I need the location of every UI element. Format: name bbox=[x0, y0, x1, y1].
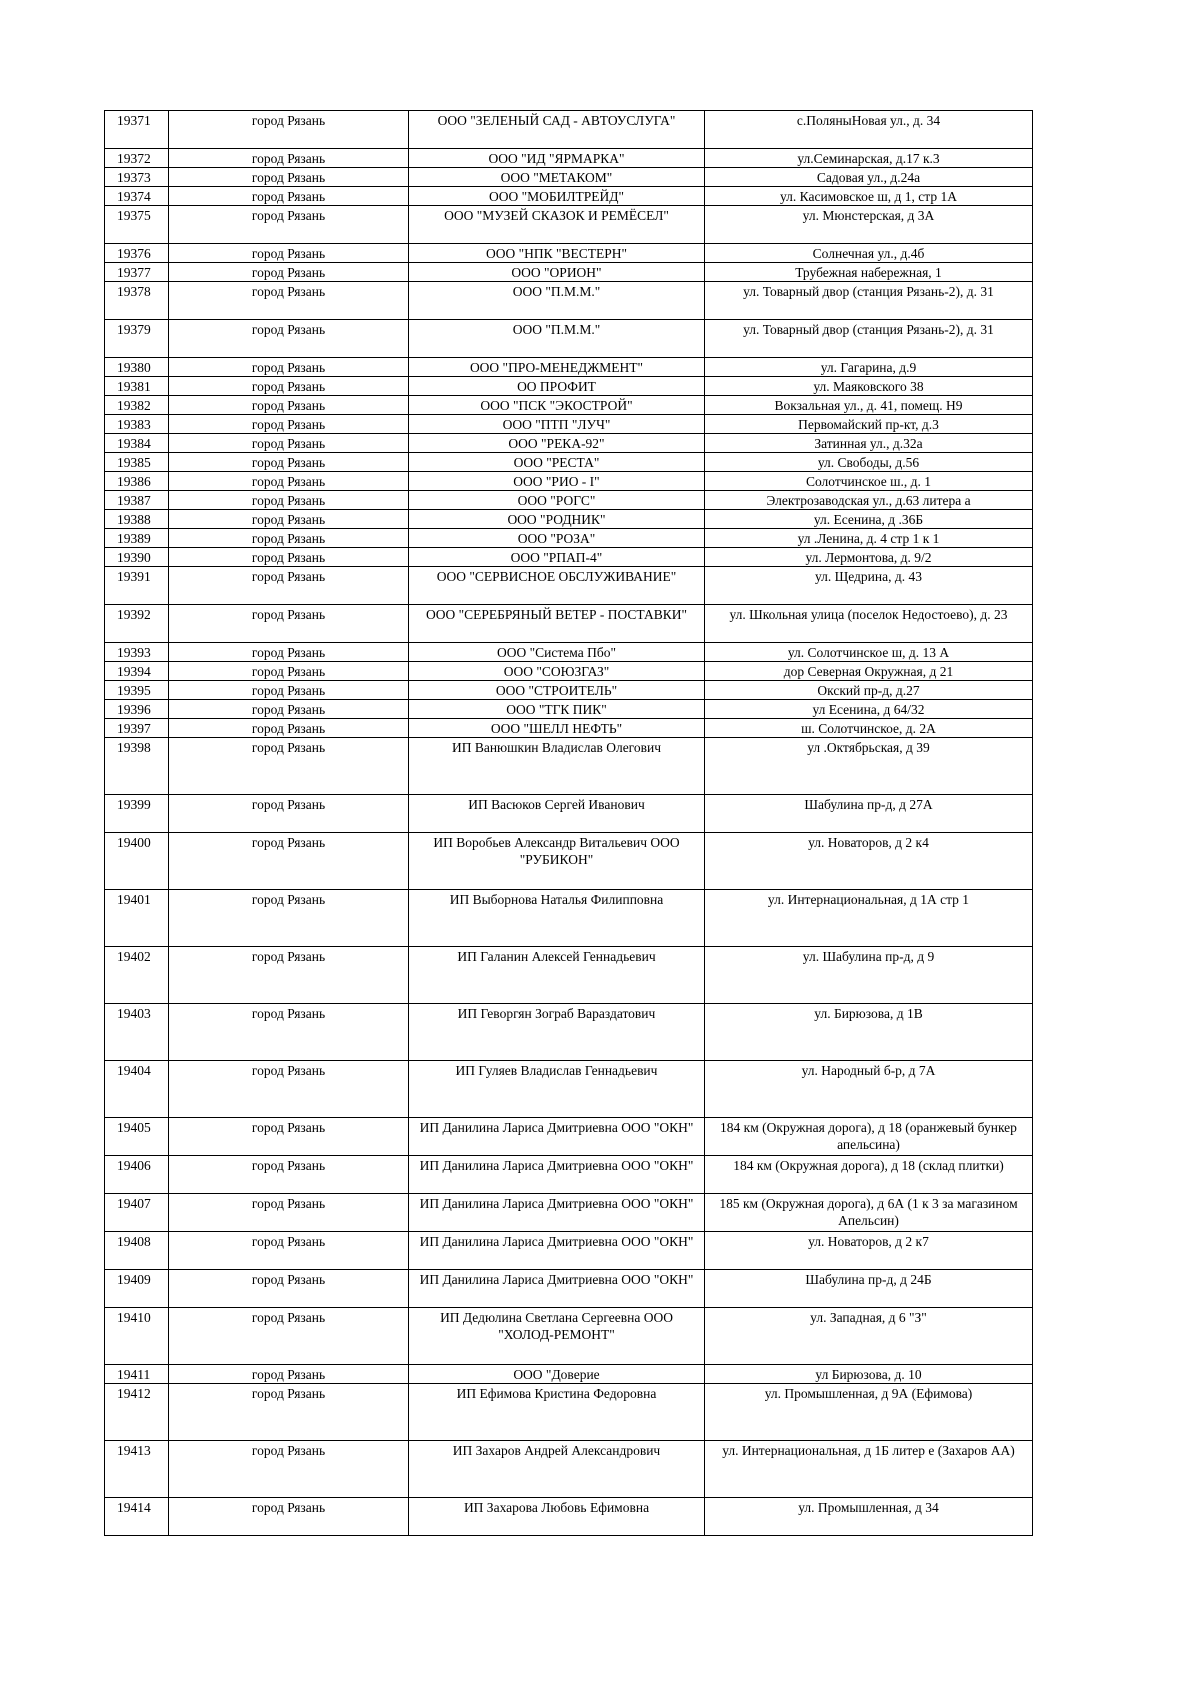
address-cell: ул. Товарный двор (станция Рязань-2), д. 31 bbox=[705, 320, 1033, 358]
table-row bbox=[105, 415, 1033, 434]
city-cell: город Рязань bbox=[169, 434, 409, 453]
row-number-cell: 19373 bbox=[105, 168, 169, 187]
table-row bbox=[105, 738, 1033, 795]
organization-cell: ООО "ШЕЛЛ НЕФТЬ" bbox=[409, 719, 705, 738]
table-row bbox=[105, 1118, 1033, 1156]
row-number-cell: 19410 bbox=[105, 1308, 169, 1365]
organization-cell: ООО "П.М.М." bbox=[409, 320, 705, 358]
table-row bbox=[105, 510, 1033, 529]
table-row bbox=[105, 453, 1033, 472]
address-cell: Затинная ул., д.32а bbox=[705, 434, 1033, 453]
city-cell: город Рязань bbox=[169, 643, 409, 662]
city-cell: город Рязань bbox=[169, 111, 409, 149]
row-number-cell: 19404 bbox=[105, 1061, 169, 1118]
organization-cell: ООО "ОРИОН" bbox=[409, 263, 705, 282]
row-number-cell: 19398 bbox=[105, 738, 169, 795]
organization-cell: ИП Воробьев Александр Витальевич ООО "РУБИКОН" bbox=[409, 833, 705, 890]
city-cell: город Рязань bbox=[169, 738, 409, 795]
organization-cell: ООО "РОДНИК" bbox=[409, 510, 705, 529]
organization-cell: ООО "РОГС" bbox=[409, 491, 705, 510]
address-cell: ул. Шабулина пр-д, д 9 bbox=[705, 947, 1033, 1004]
organization-cell: ООО "РЕКА-92" bbox=[409, 434, 705, 453]
organization-cell: ООО "РПАП-4" bbox=[409, 548, 705, 567]
table-row bbox=[105, 548, 1033, 567]
city-cell: город Рязань bbox=[169, 396, 409, 415]
organization-cell: ИП Выборнова Наталья Филипповна bbox=[409, 890, 705, 947]
row-number-cell: 19396 bbox=[105, 700, 169, 719]
address-cell: ул. Маяковского 38 bbox=[705, 377, 1033, 396]
table-row bbox=[105, 643, 1033, 662]
organization-cell: ООО "СОЮЗГАЗ" bbox=[409, 662, 705, 681]
city-cell: город Рязань bbox=[169, 1156, 409, 1194]
city-cell: город Рязань bbox=[169, 415, 409, 434]
table-row bbox=[105, 605, 1033, 643]
city-cell: город Рязань bbox=[169, 149, 409, 168]
row-number-cell: 19401 bbox=[105, 890, 169, 947]
organization-cell: ИП Захарова Любовь Ефимовна bbox=[409, 1498, 705, 1536]
organization-cell: ИП Данилина Лариса Дмитриевна ООО "ОКН" bbox=[409, 1232, 705, 1270]
organization-cell: ООО "ЗЕЛЕНЫЙ САД - АВТОУСЛУГА" bbox=[409, 111, 705, 149]
table-row bbox=[105, 700, 1033, 719]
address-cell: с.ПоляныНовая ул., д. 34 bbox=[705, 111, 1033, 149]
organization-cell: ООО "РОЗА" bbox=[409, 529, 705, 548]
organization-cell: ООО "ПСК "ЭКОСТРОЙ" bbox=[409, 396, 705, 415]
row-number-cell: 19394 bbox=[105, 662, 169, 681]
organization-cell: ИП Васюков Сергей Иванович bbox=[409, 795, 705, 833]
address-cell: ул. Товарный двор (станция Рязань-2), д. 31 bbox=[705, 282, 1033, 320]
city-cell: город Рязань bbox=[169, 472, 409, 491]
table-row bbox=[105, 1308, 1033, 1365]
address-cell: ул. Лермонтова, д. 9/2 bbox=[705, 548, 1033, 567]
table-row bbox=[105, 491, 1033, 510]
table-row bbox=[105, 358, 1033, 377]
row-number-cell: 19407 bbox=[105, 1194, 169, 1232]
table-row bbox=[105, 149, 1033, 168]
organization-cell: ООО "СТРОИТЕЛЬ" bbox=[409, 681, 705, 700]
address-cell: Вокзальная ул., д. 41, помещ. Н9 bbox=[705, 396, 1033, 415]
table-row bbox=[105, 662, 1033, 681]
organization-cell: ООО "МУЗЕЙ СКАЗОК И РЕМЁСЕЛ" bbox=[409, 206, 705, 244]
table-row bbox=[105, 1441, 1033, 1498]
address-cell: 184 км (Окружная дорога), д 18 (оранжевый бункер апельсина) bbox=[705, 1118, 1033, 1156]
row-number-cell: 19408 bbox=[105, 1232, 169, 1270]
row-number-cell: 19397 bbox=[105, 719, 169, 738]
table-row bbox=[105, 1384, 1033, 1441]
table-row bbox=[105, 719, 1033, 738]
table-row bbox=[105, 1004, 1033, 1061]
organization-cell: ИП Данилина Лариса Дмитриевна ООО "ОКН" bbox=[409, 1156, 705, 1194]
address-cell: Окский пр-д, д.27 bbox=[705, 681, 1033, 700]
address-cell: ул. Есенина, д .36Б bbox=[705, 510, 1033, 529]
table-row bbox=[105, 947, 1033, 1004]
city-cell: город Рязань bbox=[169, 719, 409, 738]
table-row bbox=[105, 282, 1033, 320]
row-number-cell: 19403 bbox=[105, 1004, 169, 1061]
row-number-cell: 19383 bbox=[105, 415, 169, 434]
organization-cell: ИП Захаров Андрей Александрович bbox=[409, 1441, 705, 1498]
city-cell: город Рязань bbox=[169, 187, 409, 206]
table-row bbox=[105, 1061, 1033, 1118]
row-number-cell: 19381 bbox=[105, 377, 169, 396]
table-row bbox=[105, 890, 1033, 947]
city-cell: город Рязань bbox=[169, 1004, 409, 1061]
row-number-cell: 19389 bbox=[105, 529, 169, 548]
city-cell: город Рязань bbox=[169, 1194, 409, 1232]
organization-cell: ООО "РИО - I" bbox=[409, 472, 705, 491]
city-cell: город Рязань bbox=[169, 1270, 409, 1308]
organization-cell: ООО "Система Пбо" bbox=[409, 643, 705, 662]
row-number-cell: 19400 bbox=[105, 833, 169, 890]
organization-cell: ИП Данилина Лариса Дмитриевна ООО "ОКН" bbox=[409, 1270, 705, 1308]
city-cell: город Рязань bbox=[169, 1118, 409, 1156]
address-cell: ул .Октябрьская, д 39 bbox=[705, 738, 1033, 795]
address-cell: 185 км (Окружная дорога), д 6А (1 к 3 за магазином Апельсин) bbox=[705, 1194, 1033, 1232]
row-number-cell: 19382 bbox=[105, 396, 169, 415]
table-row bbox=[105, 1498, 1033, 1536]
table-row bbox=[105, 320, 1033, 358]
registry-table-body bbox=[105, 111, 1033, 1536]
city-cell: город Рязань bbox=[169, 263, 409, 282]
city-cell: город Рязань bbox=[169, 700, 409, 719]
city-cell: город Рязань bbox=[169, 1498, 409, 1536]
address-cell: ул. Мюнстерская, д 3А bbox=[705, 206, 1033, 244]
address-cell: ул. Бирюзова, д 1В bbox=[705, 1004, 1033, 1061]
city-cell: город Рязань bbox=[169, 244, 409, 263]
city-cell: город Рязань bbox=[169, 1365, 409, 1384]
table-row bbox=[105, 472, 1033, 491]
organization-cell: ООО "МОБИЛТРЕЙД" bbox=[409, 187, 705, 206]
row-number-cell: 19405 bbox=[105, 1118, 169, 1156]
table-row bbox=[105, 168, 1033, 187]
row-number-cell: 19386 bbox=[105, 472, 169, 491]
organization-cell: ООО "ПТП "ЛУЧ" bbox=[409, 415, 705, 434]
address-cell: ул. Народный б-р, д 7А bbox=[705, 1061, 1033, 1118]
address-cell: Электрозаводская ул., д.63 литера а bbox=[705, 491, 1033, 510]
address-cell: Первомайский пр-кт, д.3 bbox=[705, 415, 1033, 434]
city-cell: город Рязань bbox=[169, 795, 409, 833]
city-cell: город Рязань bbox=[169, 510, 409, 529]
city-cell: город Рязань bbox=[169, 320, 409, 358]
city-cell: город Рязань bbox=[169, 662, 409, 681]
address-cell: ул Бирюзова, д. 10 bbox=[705, 1365, 1033, 1384]
city-cell: город Рязань bbox=[169, 681, 409, 700]
city-cell: город Рязань bbox=[169, 1441, 409, 1498]
organization-cell: ИП Ефимова Кристина Федоровна bbox=[409, 1384, 705, 1441]
address-cell: ул. Западная, д 6 "З" bbox=[705, 1308, 1033, 1365]
table-row bbox=[105, 833, 1033, 890]
organization-cell: ИП Геворгян Зограб Вараздатович bbox=[409, 1004, 705, 1061]
organization-cell: ООО "СЕРЕБРЯНЫЙ ВЕТЕР - ПОСТАВКИ" bbox=[409, 605, 705, 643]
city-cell: город Рязань bbox=[169, 491, 409, 510]
row-number-cell: 19371 bbox=[105, 111, 169, 149]
table-row bbox=[105, 1194, 1033, 1232]
city-cell: город Рязань bbox=[169, 453, 409, 472]
city-cell: город Рязань bbox=[169, 548, 409, 567]
address-cell: ул .Ленина, д. 4 стр 1 к 1 bbox=[705, 529, 1033, 548]
row-number-cell: 19391 bbox=[105, 567, 169, 605]
city-cell: город Рязань bbox=[169, 833, 409, 890]
address-cell: ш. Солотчинское, д. 2А bbox=[705, 719, 1033, 738]
row-number-cell: 19388 bbox=[105, 510, 169, 529]
table-row bbox=[105, 1365, 1033, 1384]
organization-cell: ООО "СЕРВИСНОЕ ОБСЛУЖИВАНИЕ" bbox=[409, 567, 705, 605]
table-row bbox=[105, 681, 1033, 700]
row-number-cell: 19412 bbox=[105, 1384, 169, 1441]
city-cell: город Рязань bbox=[169, 282, 409, 320]
row-number-cell: 19378 bbox=[105, 282, 169, 320]
address-cell: ул. Новаторов, д 2 к4 bbox=[705, 833, 1033, 890]
row-number-cell: 19392 bbox=[105, 605, 169, 643]
row-number-cell: 19414 bbox=[105, 1498, 169, 1536]
row-number-cell: 19379 bbox=[105, 320, 169, 358]
address-cell: ул. Интернациональная, д 1Б литер е (Захаров АА) bbox=[705, 1441, 1033, 1498]
organization-cell: ИП Данилина Лариса Дмитриевна ООО "ОКН" bbox=[409, 1118, 705, 1156]
address-cell: Шабулина пр-д, д 27А bbox=[705, 795, 1033, 833]
address-cell: ул.Семинарская, д.17 к.3 bbox=[705, 149, 1033, 168]
table-row bbox=[105, 111, 1033, 149]
address-cell: ул. Промышленная, д 34 bbox=[705, 1498, 1033, 1536]
row-number-cell: 19374 bbox=[105, 187, 169, 206]
row-number-cell: 19406 bbox=[105, 1156, 169, 1194]
organization-cell: ООО "ТГК ПИК" bbox=[409, 700, 705, 719]
organization-cell: ИП Галанин Алексей Геннадьевич bbox=[409, 947, 705, 1004]
table-row bbox=[105, 396, 1033, 415]
table-row bbox=[105, 377, 1033, 396]
table-row bbox=[105, 795, 1033, 833]
city-cell: город Рязань bbox=[169, 377, 409, 396]
organization-cell: ИП Гуляев Владислав Геннадьевич bbox=[409, 1061, 705, 1118]
organization-cell: ИП Данилина Лариса Дмитриевна ООО "ОКН" bbox=[409, 1194, 705, 1232]
row-number-cell: 19385 bbox=[105, 453, 169, 472]
row-number-cell: 19411 bbox=[105, 1365, 169, 1384]
table-row bbox=[105, 206, 1033, 244]
city-cell: город Рязань bbox=[169, 168, 409, 187]
address-cell: ул. Промышленная, д 9А (Ефимова) bbox=[705, 1384, 1033, 1441]
city-cell: город Рязань bbox=[169, 1061, 409, 1118]
address-cell: ул. Касимовское ш, д 1, стр 1А bbox=[705, 187, 1033, 206]
address-cell: ул. Школьная улица (поселок Недостоево), д. 23 bbox=[705, 605, 1033, 643]
organization-cell: ООО "РЕСТА" bbox=[409, 453, 705, 472]
city-cell: город Рязань bbox=[169, 206, 409, 244]
row-number-cell: 19413 bbox=[105, 1441, 169, 1498]
organization-cell: ОО ПРОФИТ bbox=[409, 377, 705, 396]
city-cell: город Рязань bbox=[169, 529, 409, 548]
table-row bbox=[105, 529, 1033, 548]
row-number-cell: 19395 bbox=[105, 681, 169, 700]
row-number-cell: 19390 bbox=[105, 548, 169, 567]
address-cell: ул. Новаторов, д 2 к7 bbox=[705, 1232, 1033, 1270]
address-cell: 184 км (Окружная дорога), д 18 (склад плитки) bbox=[705, 1156, 1033, 1194]
city-cell: город Рязань bbox=[169, 567, 409, 605]
organization-cell: ООО "ПРО-МЕНЕДЖМЕНТ" bbox=[409, 358, 705, 377]
address-cell: ул. Гагарина, д.9 bbox=[705, 358, 1033, 377]
address-cell: Солотчинское ш., д. 1 bbox=[705, 472, 1033, 491]
organization-cell: ООО "Доверие bbox=[409, 1365, 705, 1384]
organization-cell: ООО "П.М.М." bbox=[409, 282, 705, 320]
organization-cell: ООО "ИД "ЯРМАРКА" bbox=[409, 149, 705, 168]
row-number-cell: 19380 bbox=[105, 358, 169, 377]
row-number-cell: 19384 bbox=[105, 434, 169, 453]
row-number-cell: 19375 bbox=[105, 206, 169, 244]
city-cell: город Рязань bbox=[169, 947, 409, 1004]
address-cell: ул. Свободы, д.56 bbox=[705, 453, 1033, 472]
table-row bbox=[105, 187, 1033, 206]
city-cell: город Рязань bbox=[169, 358, 409, 377]
address-cell: Трубежная набережная, 1 bbox=[705, 263, 1033, 282]
address-cell: Садовая ул., д.24а bbox=[705, 168, 1033, 187]
address-cell: дор Северная Окружная, д 21 bbox=[705, 662, 1033, 681]
organization-cell: ИП Дедюлина Светлана Сергеевна ООО "ХОЛОД-РЕМОНТ" bbox=[409, 1308, 705, 1365]
organization-cell: ООО "МЕТАКОМ" bbox=[409, 168, 705, 187]
table-row bbox=[105, 567, 1033, 605]
row-number-cell: 19387 bbox=[105, 491, 169, 510]
city-cell: город Рязань bbox=[169, 605, 409, 643]
row-number-cell: 19399 bbox=[105, 795, 169, 833]
organization-cell: ИП Ванюшкин Владислав Олегович bbox=[409, 738, 705, 795]
address-cell: Шабулина пр-д, д 24Б bbox=[705, 1270, 1033, 1308]
city-cell: город Рязань bbox=[169, 1308, 409, 1365]
row-number-cell: 19372 bbox=[105, 149, 169, 168]
registry-table bbox=[104, 110, 1033, 1536]
row-number-cell: 19377 bbox=[105, 263, 169, 282]
city-cell: город Рязань bbox=[169, 890, 409, 947]
city-cell: город Рязань bbox=[169, 1232, 409, 1270]
address-cell: ул Есенина, д 64/32 bbox=[705, 700, 1033, 719]
organization-cell: ООО "НПК "ВЕСТЕРН" bbox=[409, 244, 705, 263]
table-row bbox=[105, 1270, 1033, 1308]
row-number-cell: 19409 bbox=[105, 1270, 169, 1308]
table-row bbox=[105, 1156, 1033, 1194]
city-cell: город Рязань bbox=[169, 1384, 409, 1441]
address-cell: Солнечная ул., д.4б bbox=[705, 244, 1033, 263]
row-number-cell: 19376 bbox=[105, 244, 169, 263]
address-cell: ул. Щедрина, д. 43 bbox=[705, 567, 1033, 605]
row-number-cell: 19402 bbox=[105, 947, 169, 1004]
address-cell: ул. Интернациональная, д 1А стр 1 bbox=[705, 890, 1033, 947]
address-cell: ул. Солотчинское ш, д. 13 А bbox=[705, 643, 1033, 662]
table-row bbox=[105, 1232, 1033, 1270]
row-number-cell: 19393 bbox=[105, 643, 169, 662]
table-row bbox=[105, 244, 1033, 263]
table-row bbox=[105, 434, 1033, 453]
table-row bbox=[105, 263, 1033, 282]
